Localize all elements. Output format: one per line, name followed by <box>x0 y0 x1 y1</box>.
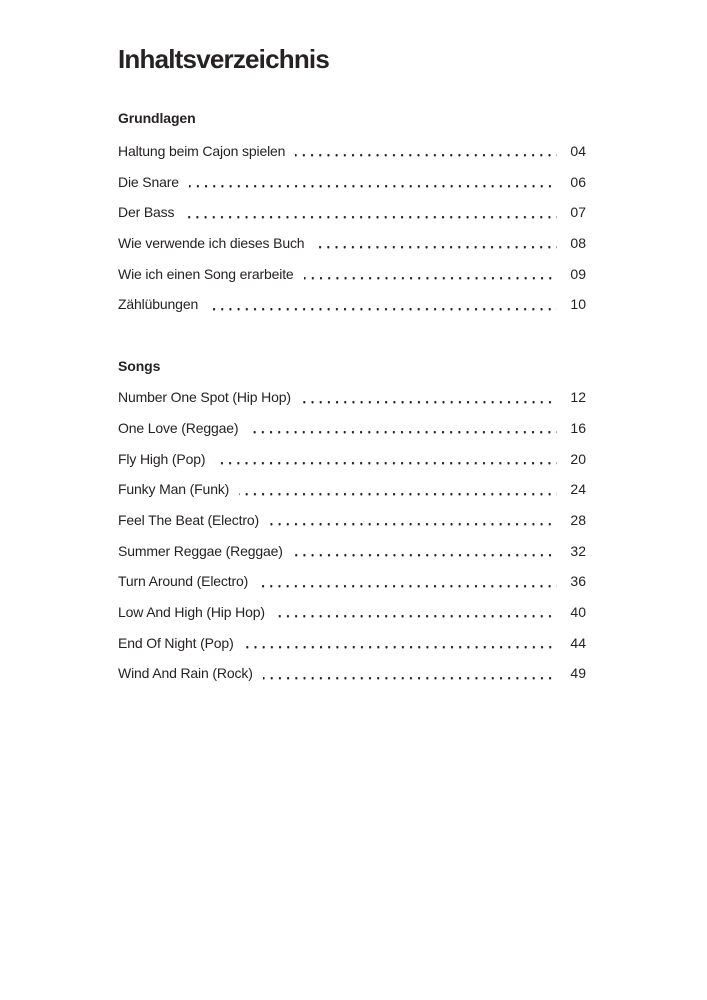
toc-entry-title: Low And High (Hip Hop) <box>118 603 265 620</box>
toc-entry-title: Haltung beim Cajon spielen <box>118 143 286 159</box>
toc-row <box>118 382 586 413</box>
toc-entry-title: One Love (Reggae) <box>118 419 239 436</box>
toc-entry-title: Feel The Beat (Electro) <box>118 511 260 528</box>
toc-entry-page: 16 <box>570 419 586 436</box>
toc-entry-page: 40 <box>570 603 586 620</box>
toc-entry-title: Funky Man (Funk) <box>118 481 230 498</box>
toc-entry-page: 04 <box>570 143 586 159</box>
toc-row <box>118 536 586 567</box>
toc-row <box>118 259 586 290</box>
section-rows <box>118 382 586 689</box>
toc-entry-title: End Of Night (Pop) <box>118 634 234 651</box>
toc-row <box>118 197 586 228</box>
dot-leader <box>301 382 557 413</box>
dot-leader <box>263 658 557 689</box>
toc-entry-title: Turn Around (Electro) <box>118 573 249 590</box>
toc-entry-page: 07 <box>570 204 586 221</box>
toc-row <box>118 228 586 259</box>
dot-leader <box>314 228 557 259</box>
dot-leader <box>269 505 557 536</box>
page-title: Inhaltsverzeichnis <box>118 44 330 74</box>
dot-leader <box>275 597 557 628</box>
toc-entry-title: Number One Spot (Hip Hop) <box>118 389 291 406</box>
toc-entry-page: 49 <box>570 665 586 682</box>
toc-entry-title: Zählübungen <box>118 296 199 313</box>
toc-entry-title: Summer Reggae (Reggae) <box>118 542 283 559</box>
toc-row <box>118 628 586 659</box>
toc-entry-title: Fly High (Pop) <box>118 450 206 467</box>
toc-entry-page: 12 <box>570 389 586 406</box>
toc-row <box>118 444 586 475</box>
toc-entry-page: 10 <box>570 296 586 313</box>
dot-leader <box>304 259 557 290</box>
dot-leader <box>293 536 557 567</box>
dot-leader <box>208 289 557 320</box>
dot-leader <box>215 444 557 475</box>
dot-leader <box>295 136 557 167</box>
toc-entry-title: Wie verwende ich dieses Buch <box>118 235 305 252</box>
toc-entry-page: 09 <box>570 265 586 282</box>
dot-leader <box>189 167 557 198</box>
section-heading: Grundlagen <box>118 110 196 126</box>
toc-section <box>118 110 586 320</box>
dot-leader <box>184 197 557 228</box>
dot-leader <box>248 413 557 444</box>
toc-row <box>118 167 586 198</box>
toc-row <box>118 505 586 536</box>
toc-entry-page: 24 <box>570 481 586 498</box>
toc-sections <box>118 110 586 689</box>
toc-entry-page: 08 <box>570 235 586 252</box>
toc-row <box>118 289 586 320</box>
toc-entry-page: 36 <box>570 573 586 590</box>
toc-entry-page: 06 <box>570 173 586 190</box>
dot-leader <box>244 628 557 659</box>
section-rows <box>118 136 586 320</box>
toc-section <box>118 358 586 689</box>
dot-leader <box>258 566 557 597</box>
toc-entry-title: Wie ich einen Song erarbeite <box>118 265 294 282</box>
dot-leader <box>239 474 557 505</box>
toc-row <box>118 597 586 628</box>
toc-entry-title: Die Snare <box>118 173 179 190</box>
toc-entry-page: 28 <box>570 511 586 528</box>
toc-entry-title: Der Bass <box>118 204 175 221</box>
toc-entry-page: 44 <box>570 634 586 651</box>
toc-row <box>118 658 586 689</box>
toc-row <box>118 566 586 597</box>
toc-entry-page: 20 <box>570 450 586 467</box>
toc-row <box>118 413 586 444</box>
section-heading: Songs <box>118 358 161 375</box>
toc-row <box>118 474 586 505</box>
toc-content <box>118 0 586 689</box>
toc-entry-title: Wind And Rain (Rock) <box>118 665 253 682</box>
toc-row <box>118 136 586 167</box>
toc-entry-page: 32 <box>570 542 586 559</box>
